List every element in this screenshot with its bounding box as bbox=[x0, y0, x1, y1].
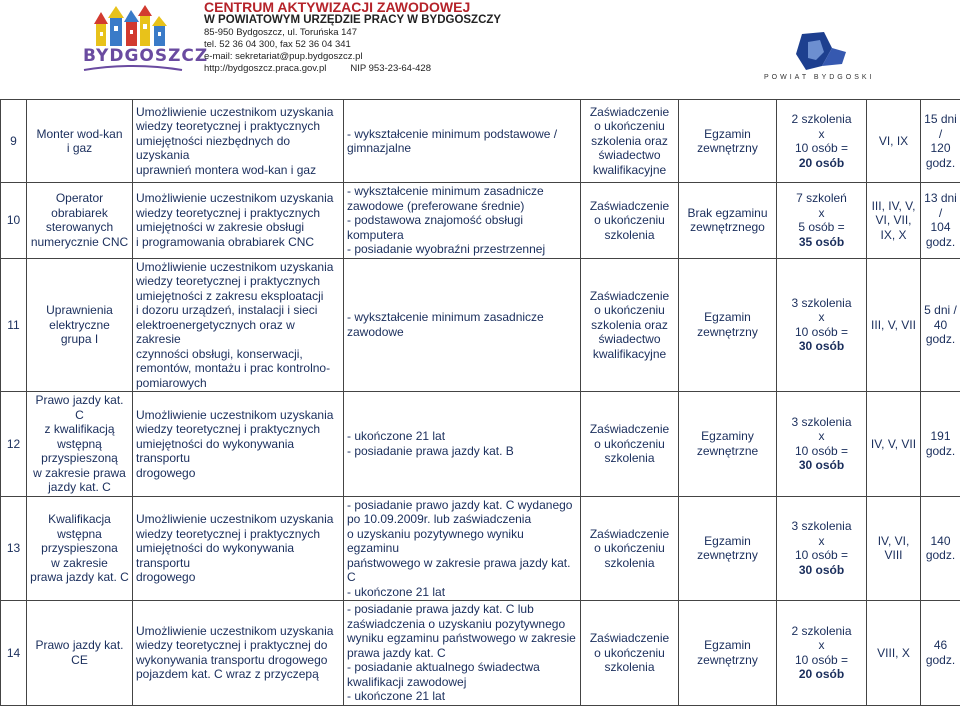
count-line: 10 osób = bbox=[795, 141, 848, 155]
document-line: kwalifikacyjne bbox=[593, 163, 666, 177]
document-line: kwalifikacyjne bbox=[593, 347, 666, 361]
exam-type bbox=[679, 601, 777, 706]
document-line: szkolenia oraz bbox=[591, 134, 668, 148]
completion-document bbox=[581, 258, 679, 392]
course-duration bbox=[921, 392, 960, 497]
org-web-line bbox=[204, 63, 501, 75]
course-name-line: Prawo jazdy kat. CE bbox=[35, 638, 123, 667]
row-number: 12 bbox=[1, 392, 27, 497]
course-name bbox=[27, 183, 133, 259]
course-goal-line: pojazdem kat. C wraz z przyczepą bbox=[136, 667, 319, 681]
count-line: x bbox=[819, 429, 825, 443]
course-name bbox=[27, 601, 133, 706]
course-duration bbox=[921, 258, 960, 392]
course-name-line: Kwalifikacja bbox=[48, 512, 111, 526]
participants-total: 30 osób bbox=[799, 339, 844, 353]
completion-document bbox=[581, 392, 679, 497]
requirement-line: - posiadanie prawo jazdy kat. C wydanego bbox=[347, 498, 572, 512]
org-nip: NIP 953-23-64-428 bbox=[350, 63, 431, 74]
participants-total: 30 osób bbox=[799, 458, 844, 472]
org-subtitle: W POWIATOWYM URZĘDZIE PRACY W BYDGOSZCZY bbox=[204, 14, 501, 27]
duration-line: 104 godz. bbox=[926, 220, 955, 249]
course-goal-line: elektroenergetycznych oraz w zakresie bbox=[136, 318, 295, 347]
course-requirements bbox=[344, 183, 581, 259]
requirement-line: prawa jazdy kat. C bbox=[347, 646, 446, 660]
course-goal-line: umiejętności niezbędnych do uzyskania bbox=[136, 134, 290, 163]
exam-type bbox=[679, 392, 777, 497]
course-goal-line: Umożliwienie uczestnikom uzyskania bbox=[136, 408, 333, 422]
row-number: 11 bbox=[1, 258, 27, 392]
course-requirements bbox=[344, 100, 581, 183]
document-line: Zaświadczenie bbox=[590, 289, 669, 303]
duration-line: 140 godz. bbox=[926, 534, 955, 563]
completion-document bbox=[581, 496, 679, 601]
bydgoszcz-city-logo bbox=[78, 4, 188, 80]
table-row bbox=[1, 258, 960, 392]
course-requirements bbox=[344, 601, 581, 706]
participants-count bbox=[777, 496, 867, 601]
count-line: 5 osób = bbox=[798, 220, 844, 234]
row-number: 13 bbox=[1, 496, 27, 601]
exam-line: zewnętrzny bbox=[697, 325, 758, 339]
participants-total: 20 osób bbox=[799, 156, 844, 170]
course-goal-line: Umożliwienie uczestnikom uzyskania bbox=[136, 512, 333, 526]
course-duration bbox=[921, 601, 960, 706]
schedule-months: VIII, X bbox=[867, 601, 921, 706]
course-requirements bbox=[344, 392, 581, 497]
document-line: szkolenia bbox=[604, 451, 654, 465]
row-number: 9 bbox=[1, 100, 27, 183]
count-line: 10 osób = bbox=[795, 325, 848, 339]
participants-count bbox=[777, 100, 867, 183]
document-line: szkolenia bbox=[604, 228, 654, 242]
requirement-line: po 10.09.2009r. lub zaświadczenia bbox=[347, 512, 531, 526]
course-name-line: elektryczne bbox=[49, 318, 110, 332]
duration-line: 191 godz. bbox=[926, 429, 955, 458]
participants-count bbox=[777, 258, 867, 392]
exam-line: zewnętrznego bbox=[690, 220, 765, 234]
course-goal-line: wiedzy teoretycznej i praktycznej do bbox=[136, 638, 327, 652]
table-row bbox=[1, 496, 960, 601]
count-line: x bbox=[819, 310, 825, 324]
course-duration bbox=[921, 183, 960, 259]
course-goal bbox=[133, 100, 344, 183]
course-name-line: Prawo jazdy kat. C bbox=[35, 393, 123, 422]
document-line: szkolenia oraz bbox=[591, 318, 668, 332]
course-goal-line: wiedzy teoretycznej i praktycznych bbox=[136, 527, 320, 541]
powiat-text: POWIAT BYDGOSKI bbox=[764, 74, 874, 81]
exam-type bbox=[679, 100, 777, 183]
count-line: 3 szkolenia bbox=[791, 415, 851, 429]
course-goal-line: Umożliwienie uczestnikom uzyskania bbox=[136, 624, 333, 638]
count-line: x bbox=[819, 638, 825, 652]
count-line: x bbox=[819, 206, 825, 220]
course-name-line: Uprawnienia bbox=[46, 303, 113, 317]
requirement-line: - ukończone 21 lat bbox=[347, 689, 445, 703]
organization-info bbox=[204, 0, 501, 75]
course-name-line: wstępna bbox=[57, 527, 102, 541]
duration-line: 40 godz. bbox=[926, 318, 955, 347]
training-table bbox=[0, 99, 960, 706]
org-web[interactable]: http://bydgoszcz.praca.gov.pl bbox=[204, 63, 326, 74]
table-row bbox=[1, 601, 960, 706]
exam-line: zewnętrzne bbox=[697, 444, 758, 458]
document-line: o ukończeniu bbox=[594, 303, 665, 317]
course-name-line: wstępną bbox=[57, 437, 102, 451]
requirement-line: - wykształcenie minimum podstawowe / bbox=[347, 127, 557, 141]
course-name-line: z kwalifikacją bbox=[44, 422, 114, 436]
document-line: Zaświadczenie bbox=[590, 527, 669, 541]
schedule-months: VI, IX bbox=[867, 100, 921, 183]
course-name-line: prawa jazdy kat. C bbox=[30, 570, 129, 584]
participants-count bbox=[777, 601, 867, 706]
document-line: Zaświadczenie bbox=[590, 105, 669, 119]
duration-line: 13 dni / bbox=[924, 191, 957, 220]
exam-line: zewnętrzny bbox=[697, 653, 758, 667]
requirement-line: - posiadanie aktualnego świadectwa bbox=[347, 660, 540, 674]
count-line: x bbox=[819, 534, 825, 548]
course-name-line: Monter wod-kan bbox=[36, 127, 122, 141]
participants-total: 35 osób bbox=[799, 235, 844, 249]
document-line: świadectwo bbox=[598, 332, 660, 346]
count-line: 10 osób = bbox=[795, 444, 848, 458]
exam-line: Egzaminy bbox=[701, 429, 754, 443]
course-name bbox=[27, 258, 133, 392]
count-line: x bbox=[819, 127, 825, 141]
requirement-line: - ukończone 21 lat bbox=[347, 429, 445, 443]
requirement-line: gimnazjalne bbox=[347, 141, 411, 155]
course-requirements bbox=[344, 496, 581, 601]
course-goal bbox=[133, 392, 344, 497]
course-goal-line: wiedzy teoretycznej i praktycznych bbox=[136, 206, 320, 220]
requirement-line: wyniku egzaminu państwowego w zakresie bbox=[347, 631, 576, 645]
requirement-line: - ukończone 21 lat bbox=[347, 585, 445, 599]
exam-type bbox=[679, 258, 777, 392]
course-name bbox=[27, 392, 133, 497]
exam-type bbox=[679, 496, 777, 601]
count-line: 7 szkoleń bbox=[796, 191, 847, 205]
course-goal-line: drogowego bbox=[136, 466, 195, 480]
course-name-line: przyspieszona bbox=[41, 541, 118, 555]
course-goal-line: czynności obsługi, konserwacji, bbox=[136, 347, 303, 361]
course-goal-line: uprawnień montera wod-kan i gaz bbox=[136, 163, 316, 177]
schedule-months: III, V, VII bbox=[867, 258, 921, 392]
document-line: szkolenia bbox=[604, 660, 654, 674]
course-goal-line: umiejętności w zakresie obsługi bbox=[136, 220, 304, 234]
exam-type bbox=[679, 183, 777, 259]
requirement-line: kwalifikacji zawodowej bbox=[347, 675, 466, 689]
requirement-line: państwowego w zakresie prawa jazdy kat. C bbox=[347, 556, 570, 585]
course-name-line: w zakresie prawa bbox=[33, 466, 126, 480]
course-goal-line: Umożliwienie uczestnikom uzyskania bbox=[136, 260, 333, 274]
requirement-line: zaświadczenia o uzyskaniu pozytywnego bbox=[347, 617, 565, 631]
document-line: Zaświadczenie bbox=[590, 631, 669, 645]
document-line: Zaświadczenie bbox=[590, 199, 669, 213]
requirement-line: - wykształcenie minimum zasadnicze bbox=[347, 184, 544, 198]
org-title: CENTRUM AKTYWIZACJI ZAWODOWEJ bbox=[204, 0, 501, 14]
course-goal-line: umiejętności z zakresu eksploatacji bbox=[136, 289, 323, 303]
course-goal bbox=[133, 601, 344, 706]
course-goal-line: remontów, montażu i prac kontrolno- bbox=[136, 361, 330, 375]
course-goal-line: pomiarowych bbox=[136, 376, 207, 390]
org-phone: tel. 52 36 04 300, fax 52 36 04 341 bbox=[204, 39, 501, 51]
course-goal-line: Umożliwienie uczestnikom uzyskania bbox=[136, 105, 333, 119]
exam-line: Egzamin bbox=[704, 534, 751, 548]
course-goal bbox=[133, 496, 344, 601]
course-goal-line: drogowego bbox=[136, 570, 195, 584]
exam-line: zewnętrzny bbox=[697, 548, 758, 562]
count-line: 2 szkolenia bbox=[791, 624, 851, 638]
requirement-line: - posiadanie wyobraźni przestrzennej bbox=[347, 242, 545, 256]
count-line: 2 szkolenia bbox=[791, 112, 851, 126]
requirement-line: - posiadanie prawa jazdy kat. B bbox=[347, 444, 514, 458]
count-line: 3 szkolenia bbox=[791, 519, 851, 533]
requirement-line: - wykształcenie minimum zasadnicze bbox=[347, 310, 544, 324]
org-address: 85-950 Bydgoszcz, ul. Toruńska 147 bbox=[204, 27, 501, 39]
course-duration bbox=[921, 496, 960, 601]
table-row bbox=[1, 183, 960, 259]
document-line: Zaświadczenie bbox=[590, 422, 669, 436]
table-row bbox=[1, 100, 960, 183]
duration-line: 15 dni / bbox=[924, 112, 957, 141]
requirement-line: - podstawowa znajomość obsługi komputera bbox=[347, 213, 523, 242]
course-duration bbox=[921, 100, 960, 183]
letterhead bbox=[0, 0, 960, 88]
course-name-line: sterowanych bbox=[46, 220, 113, 234]
document-line: o ukończeniu bbox=[594, 646, 665, 660]
org-email: e-mail: sekretariat@pup.bydgoszcz.pl bbox=[204, 51, 501, 63]
course-goal-line: wykonywania transportu drogowego bbox=[136, 653, 327, 667]
course-goal-line: umiejętności do wykonywania transportu bbox=[136, 541, 294, 570]
duration-line: 120 godz. bbox=[926, 141, 955, 170]
exam-line: Egzamin bbox=[704, 127, 751, 141]
row-number: 14 bbox=[1, 601, 27, 706]
exam-line: Brak egzaminu bbox=[687, 206, 767, 220]
document-line: o ukończeniu bbox=[594, 119, 665, 133]
schedule-months: III, IV, V, VI, VII, IX, X bbox=[867, 183, 921, 259]
completion-document bbox=[581, 601, 679, 706]
row-number: 10 bbox=[1, 183, 27, 259]
participants-count bbox=[777, 183, 867, 259]
document-line: o ukończeniu bbox=[594, 213, 665, 227]
course-name-line: numerycznie CNC bbox=[31, 235, 128, 249]
duration-line: 5 dni / bbox=[924, 303, 957, 317]
document-line: o ukończeniu bbox=[594, 437, 665, 451]
course-goal-line: wiedzy teoretycznej i praktycznych bbox=[136, 422, 320, 436]
course-goal-line: i programowania obrabiarek CNC bbox=[136, 235, 314, 249]
course-goal-line: wiedzy teoretycznej i praktycznych bbox=[136, 274, 320, 288]
exam-line: Egzamin bbox=[704, 638, 751, 652]
course-goal bbox=[133, 183, 344, 259]
course-name-line: w zakresie bbox=[51, 556, 108, 570]
duration-line: 46 godz. bbox=[926, 638, 955, 667]
count-line: 10 osób = bbox=[795, 548, 848, 562]
document-line: świadectwo bbox=[598, 148, 660, 162]
course-goal-line: wiedzy teoretycznej i praktycznych bbox=[136, 119, 320, 133]
course-name-line: Operator bbox=[56, 191, 103, 205]
requirement-line: o uzyskaniu pozytywnego wyniku egzaminu bbox=[347, 527, 524, 556]
document-line: szkolenia bbox=[604, 556, 654, 570]
course-name bbox=[27, 100, 133, 183]
participants-total: 30 osób bbox=[799, 563, 844, 577]
requirement-line: - posiadanie prawa jazdy kat. C lub bbox=[347, 602, 534, 616]
table-row bbox=[1, 392, 960, 497]
course-goal-line: umiejętności do wykonywania transportu bbox=[136, 437, 294, 466]
exam-line: Egzamin bbox=[704, 310, 751, 324]
schedule-months: IV, VI, VIII bbox=[867, 496, 921, 601]
requirement-line: zawodowe (preferowane średnie) bbox=[347, 199, 524, 213]
course-name-line: jazdy kat. C bbox=[48, 480, 111, 494]
course-requirements bbox=[344, 258, 581, 392]
requirement-line: zawodowe bbox=[347, 325, 404, 339]
course-name-line: przyspieszoną bbox=[41, 451, 118, 465]
logo-wordmark: BYDGOSZCZ bbox=[83, 46, 208, 66]
course-goal bbox=[133, 258, 344, 392]
exam-line: zewnętrzny bbox=[697, 141, 758, 155]
course-name-line: i gaz bbox=[67, 141, 92, 155]
document-line: o ukończeniu bbox=[594, 541, 665, 555]
course-goal-line: i dozoru urządzeń, instalacji i sieci bbox=[136, 303, 317, 317]
participants-total: 20 osób bbox=[799, 667, 844, 681]
course-goal-line: Umożliwienie uczestnikom uzyskania bbox=[136, 191, 333, 205]
count-line: 3 szkolenia bbox=[791, 296, 851, 310]
course-name bbox=[27, 496, 133, 601]
schedule-months: IV, V, VII bbox=[867, 392, 921, 497]
participants-count bbox=[777, 392, 867, 497]
completion-document bbox=[581, 183, 679, 259]
completion-document bbox=[581, 100, 679, 183]
course-name-line: grupa I bbox=[61, 332, 98, 346]
course-name-line: obrabiarek bbox=[51, 206, 108, 220]
count-line: 10 osób = bbox=[795, 653, 848, 667]
